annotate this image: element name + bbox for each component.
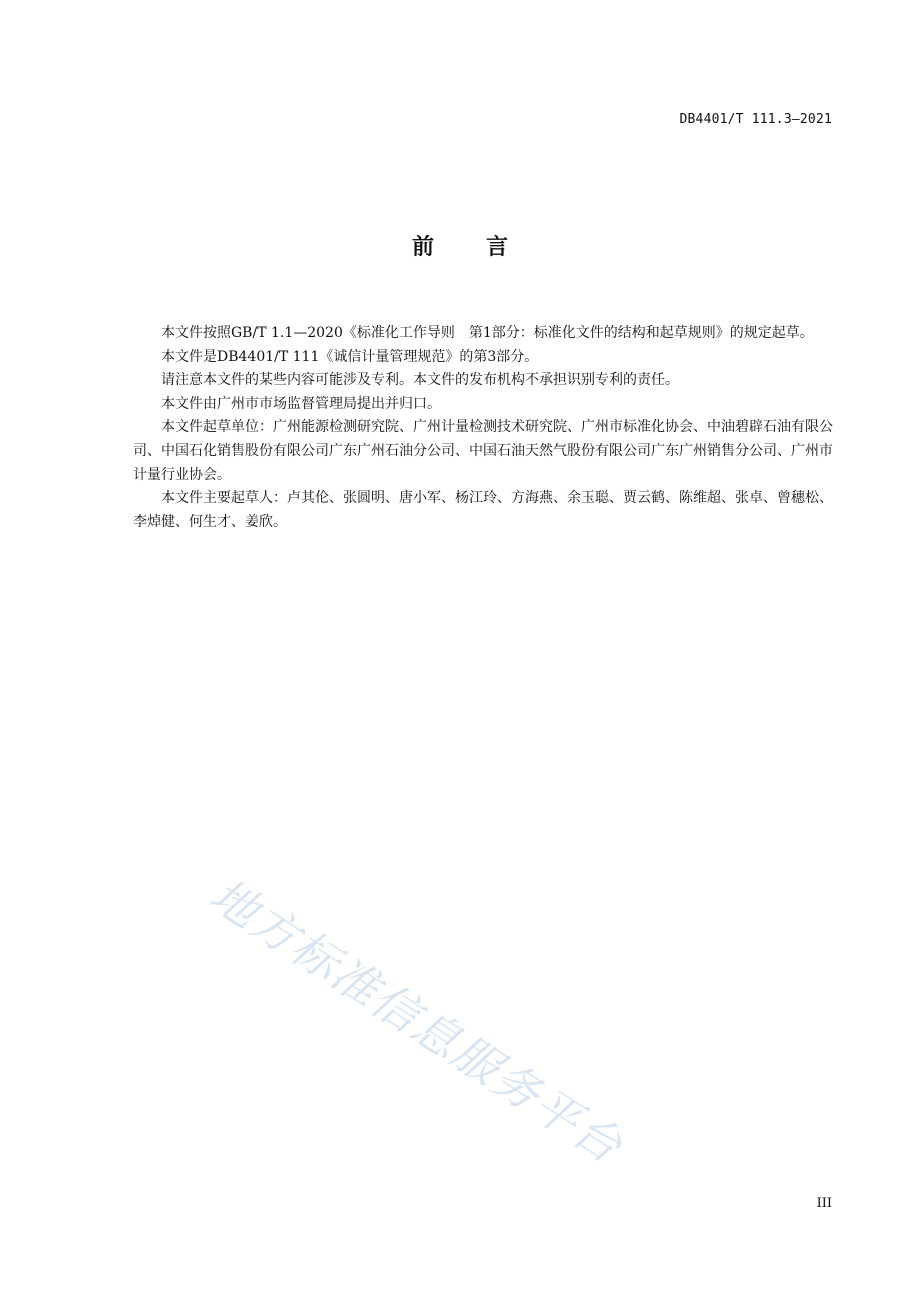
paragraph-drafting-units: 本文件起草单位：广州能源检测研究院、广州计量检测技术研究院、广州市标准化协会、中油碧辟石油有限公司、中国石化销售股份有限公司广东广州石油分公司、中国石油天然气股份有限公司广东广州销售分公司、广州市计量行业协会。 (133, 419, 833, 483)
paragraph-patent-notice: 请注意本文件的某些内容可能涉及专利。本文件的发布机构不承担识别专利的责任。 (161, 372, 679, 389)
paragraph-drafters: 本文件主要起草人：卢其伦、张圆明、唐小军、杨江玲、方海燕、余玉聪、贾云鹤、陈维超、张卓、曾穗松、李焯健、何生才、姜欣。 (133, 490, 833, 530)
paragraph-part-statement: 本文件是DB4401/T 111《诚信计量管理规范》的第3部分。 (161, 348, 539, 365)
foreword-body (133, 322, 833, 534)
document-code: DB4401/T 111.3—2021 (679, 112, 832, 127)
paragraph-proposer: 本文件由广州市市场监督管理局提出并归口。 (161, 395, 441, 412)
paragraph-drafting-basis: 本文件按照GB/T 1.1—2020《标准化工作导则 第1部分：标准化文件的结构和起草规则》的规定起草。 (161, 325, 814, 341)
watermark: 地方标准信息服务平台 (200, 867, 633, 1175)
page-number: III (816, 1196, 832, 1211)
page-title: 前言 (411, 235, 560, 260)
